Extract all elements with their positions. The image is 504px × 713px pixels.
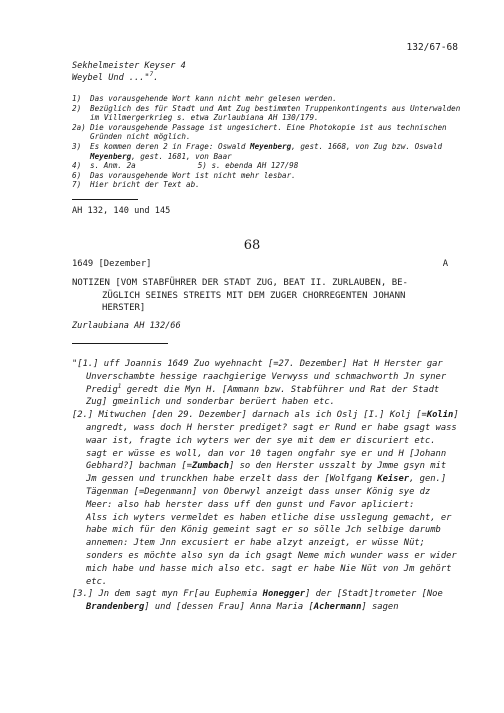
document-letter: A (442, 259, 448, 269)
source-reference: Zurlaubiana AH 132/66 (72, 321, 181, 331)
paragraph-1: "[1.] uff Joannis 1649 Zuo wyehnacht [=27. Dezember] Hat H Herster gar Unverschambte hessige raachgierige Verwyss und schmachworth Jn syner Predig$^1$ geredt die Myn H. [Ammann bzw. Stabführer und Rat der Stadt Zug] gmeinlich und sonderbar berüert haben etc. (72, 359, 447, 408)
paragraph-3: [3.] Jn dem sagt myn Fr[au Euphemia Honegger] der [Stadt]trometer [Noe Brandenberg] und [dessen Frau] Anna Maria [Achermann] sagen (72, 589, 443, 613)
footnote-7: 7) Hier bricht der Text ab. (72, 180, 200, 190)
transcription-body (72, 358, 462, 614)
previous-document-tail (72, 60, 186, 84)
source-rule (72, 343, 168, 344)
tail-line-2: Weybel Und ..."$^7$. (72, 71, 159, 83)
footnote-2: 2) Bezüglich des für Stadt und Amt Zug bestimmten Truppenkontingents aus Unterwalden im Villmergerkrieg s. etwa Zurlaubiana AH 130/179. (72, 103, 461, 123)
footnote-4-5: 4) s. Anm. 2a 5) s. ebenda AH 127/98 (72, 161, 299, 171)
footnote-6: 6) Das vorausgehende Wort ist nicht mehr lesbar. (72, 170, 296, 180)
footnote-rule (72, 199, 138, 200)
document-title: NOTIZEN [VOM STABFÜHRER DER STADT ZUG, BEAT II. ZURLAUBEN, BE- ZÜGLICH SEINES STREITS MIT DEM ZUGER CHORREGENTEN JOHANN HERSTER] (72, 278, 408, 314)
ah-reference: AH 132, 140 und 145 (72, 206, 171, 216)
document-dateline (72, 259, 448, 269)
footnotes (72, 94, 472, 190)
page-reference: 132/67-68 (406, 42, 458, 53)
footnote-3: 3) Es kommen deren 2 in Frage: Oswald Meyenberg, gest. 1668, von Zug bzw. Oswald Meyenberg, gest. 1681, von Baar (72, 141, 443, 161)
footnote-2a: 2a) Die vorausgehende Passage ist ungesichert. Eine Photokopie ist aus technischen Gründen nicht möglich. (72, 122, 447, 142)
tail-line-1: Sekhelmeister Keyser 4 (72, 61, 186, 71)
paragraph-2: [2.] Mitwuchen [den 29. Dezember] darnach als ich Oslj [I.] Kolj [=Kolin] angredt, wass doch H herster prediget? sagt er Rund er habe gsagt wass waar ist, fragte ich wyters wer der sye mit dem er discuriert etc. sagt er wüsse es woll, dan vor 10 tagen ongfahr sye er und H [Johann Gebhard?] bachman [=Zumbach] so den Herster usszalt by Jmme gsyn mit Jm gessen und trunckhen habe erzelt dass der [Wolfgang Keiser, gen.] Tägenman [=Degenmann] von Oberwyl anzeigt dass unser König sye dz Meer: also hab herster dass uff den gunst und Favor apliciert: (72, 410, 459, 510)
document-date: 1649 [Dezember] (72, 259, 152, 269)
document-number: 68 (243, 238, 261, 253)
paragraph-2-continued: Alss ich wyters vermeldet es haben etliche dise usslegung gemacht, er habe mich für den König gemeint sagt er so sölle Jch selbige darumb annemen: Jtem Jnn excusiert er habe alzyt anzeigt, er wüsse Nüt; sonders es möchte also syn da ich gsagt Neme mich wunder wass er wider mich habe und hasse mich also etc. sagt er habe Nie Nüt von Jm gehört etc. (86, 512, 457, 587)
footnote-1: 1) Das vorausgehende Wort kann nicht mehr gelesen werden. (72, 94, 337, 103)
